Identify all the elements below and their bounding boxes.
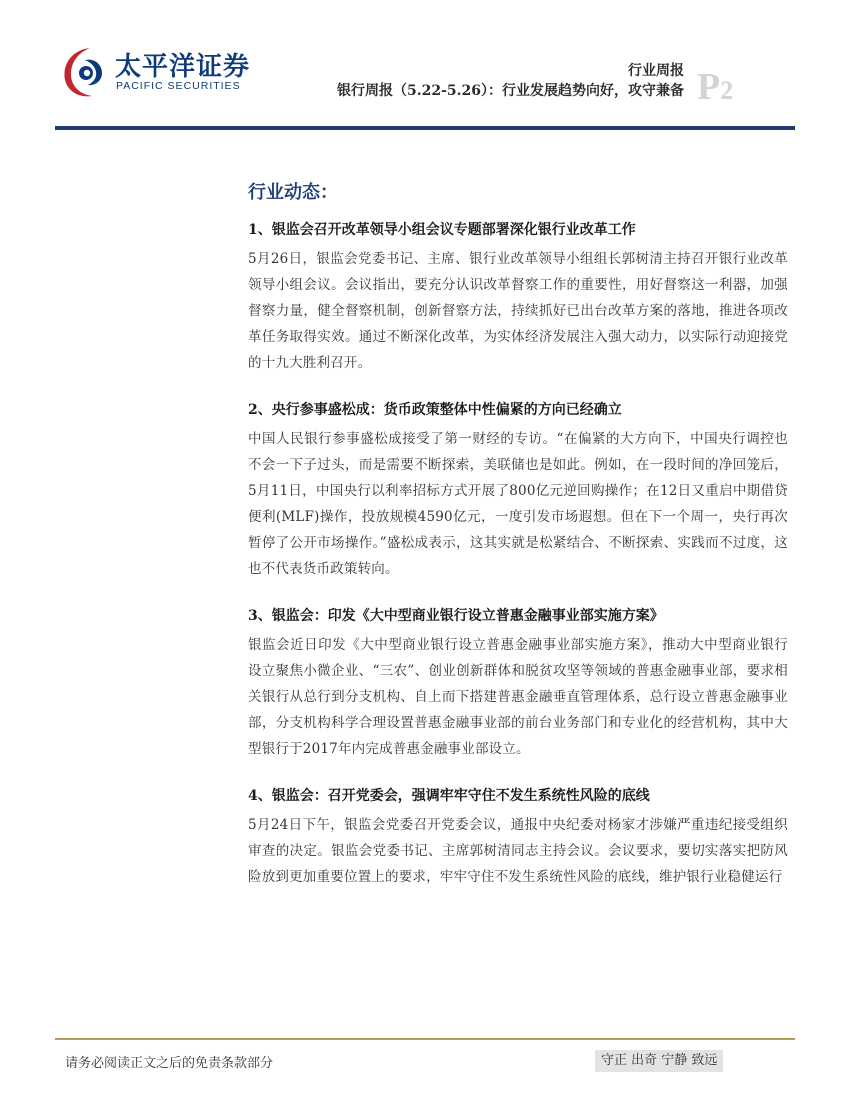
- logo-chinese-name: 太平洋证券: [115, 52, 251, 82]
- page-prefix: P: [697, 66, 721, 108]
- main-content: [248, 178, 788, 910]
- news-item: [248, 602, 788, 762]
- news-item: [248, 396, 788, 582]
- footer-motto: 守正 出奇 宁静 致远: [595, 1050, 723, 1072]
- logo-english-name: PACIFIC SECURITIES: [116, 80, 241, 92]
- section-heading: 行业动态：: [248, 182, 338, 203]
- report-type-label: 行业周报: [628, 63, 684, 79]
- news-item-body: 5月26日，银监会党委书记、主席、银行业改革领导小组组长郭树清主持召开银行业改革领导小组会议。会议指出，要充分认识改革督察工作的重要性，用好督察这一利器，加强督察力量，健全督察机制，创新督察方法，持续抓好已出台改革方案的落地，推进各项改革任务取得实效。通过不断深化改革，为实体经济发展注入强大动力，以实际行动迎接党的十九大胜利召开。: [248, 251, 788, 371]
- page-header: [0, 0, 850, 140]
- news-item-body: 银监会近日印发《大中型商业银行设立普惠金融事业部实施方案》，推动大中型商业银行设立聚焦小微企业、“三农”、创业创新群体和脱贫攻坚等领域的普惠金融事业部，要求相关银行从总行到分支机构、自上而下搭建普惠金融垂直管理体系，总行设立普惠金融事业部，分支机构科学合理设置普惠金融事业部的前台业务部门和专业化的经营机构，其中大型银行于2017年内完成普惠金融事业部设立。: [248, 637, 788, 757]
- news-item: [248, 782, 788, 890]
- news-item-title: 2、央行参事盛松成：货币政策整体中性偏紧的方向已经确立: [248, 402, 622, 418]
- news-item-body: 5月24日下午，银监会党委召开党委会议，通报中央纪委对杨家才涉嫌严重违纪接受组织审查的决定。银监会党委书记、主席郭树清同志主持会议。会议要求，要切实落实把防风险放到更加重要位置上的要求，牢牢守住不发生系统性风险的底线，维护银行业稳健运行: [248, 817, 788, 885]
- footer-disclaimer: 请务必阅读正文之后的免责条款部分: [65, 1056, 274, 1071]
- pacific-securities-logo-icon: [60, 42, 110, 100]
- news-item-body: 中国人民银行参事盛松成接受了第一财经的专访。“在偏紧的大方向下，中国央行调控也不会一下子过头，而是需要不断探索，美联储也是如此。例如，在一段时间的净回笼后，5月11日，中国央行以利率招标方式开展了800亿元逆回购操作；在12日又重启中期借贷便利(MLF)操作，投放规模4590亿元，一度引发市场遐想。但在下一个周一，央行再次暂停了公开市场操作。”盛松成表示，这其实就是松紧结合、不断探索、实践而不过度，这也不代表货币政策转向。: [248, 431, 788, 577]
- company-logo: [60, 42, 275, 102]
- news-item-title: 3、银监会：印发《大中型商业银行设立普惠金融事业部实施方案》: [248, 608, 664, 624]
- report-title: 银行周报（5.22-5.26）：行业发展趋势向好，攻守兼备: [336, 83, 684, 99]
- page-number: [697, 68, 733, 106]
- news-item-title: 4、银监会：召开党委会，强调牢牢守住不发生系统性风险的底线: [248, 788, 650, 804]
- header-divider: [55, 126, 795, 130]
- page-number-value: 2: [720, 76, 734, 105]
- news-item: [248, 216, 788, 376]
- news-item-title: 1、银监会召开改革领导小组会议专题部署深化银行业改革工作: [248, 222, 636, 238]
- footer-divider: [55, 1038, 795, 1040]
